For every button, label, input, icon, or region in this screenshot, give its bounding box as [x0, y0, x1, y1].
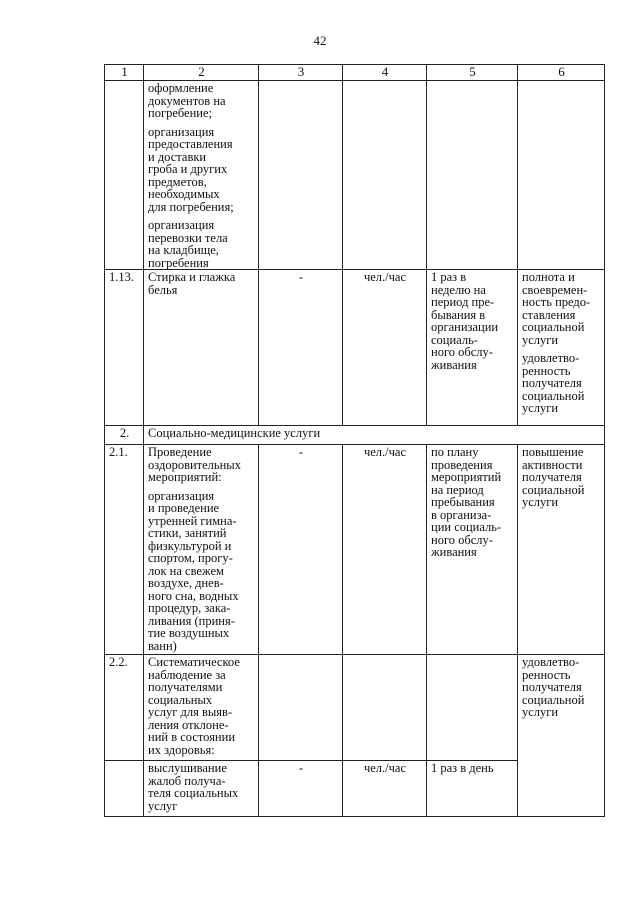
page-number: 42	[313, 33, 327, 48]
cell-unit: чел./час	[343, 445, 427, 655]
column-header: 3	[259, 65, 343, 81]
column-header: 1	[105, 65, 144, 81]
column-header: 2	[144, 65, 259, 81]
column-header: 6	[518, 65, 605, 81]
cell-unit: чел./час	[343, 761, 427, 817]
cell-service: Систематическое наблюдение за получателями социальных услуг для выяв- ления отклоне- ний в состоянии их здоровья:	[144, 655, 259, 761]
cell-unit: чел./час	[343, 270, 427, 426]
cell-service: Проведение оздоровительных мероприятий: организация и проведение утренней гимна- стики, занятий физкультурой и спортом, прогу- лок на свежем воздухе, днев- ного сна, водных процедур, зака- ливания (приня- тие воздушных ванн)	[144, 445, 259, 655]
cell-number	[105, 81, 144, 270]
table-row	[105, 270, 605, 426]
section-row	[105, 426, 605, 445]
table-header-row	[105, 65, 605, 81]
cell-frequency: 1 раз в неделю на период пре- бывания в организации социаль- ного обслу- живания	[427, 270, 518, 426]
cell-number: 2.2.	[105, 655, 144, 761]
table-row	[105, 655, 605, 761]
cell-col3: -	[259, 270, 343, 426]
service-item: организация перевозки тела на кладбище, погребения	[148, 218, 228, 270]
cell-col3: -	[259, 761, 343, 817]
service-item: оформление документов на погребение;	[148, 81, 226, 120]
cell-service: выслушивание жалоб получа- теля социальных услуг	[144, 761, 259, 817]
cell-number: 1.13.	[105, 270, 144, 426]
column-header: 5	[427, 65, 518, 81]
column-header: 4	[343, 65, 427, 81]
cell-number: 2.1.	[105, 445, 144, 655]
cell-number: 2.	[105, 426, 144, 445]
cell-quality: повышение активности получателя социальной услуги	[518, 445, 605, 655]
table-row	[105, 445, 605, 655]
cell-frequency: по плану проведения мероприятий на период пребывания в организа- ции социаль- ного обслу- живания	[427, 445, 518, 655]
cell-col3: -	[259, 445, 343, 655]
table-row	[105, 81, 605, 270]
cell-service: Стирка и глажка белья	[144, 270, 259, 426]
cell-frequency: 1 раз в день	[427, 761, 518, 817]
cell-service	[144, 81, 259, 270]
services-table	[104, 64, 605, 817]
cell-quality: удовлетво- ренность получателя социальной услуги	[518, 655, 605, 817]
section-title: Социально-медицинские услуги	[144, 426, 605, 445]
cell-quality: полнота и своевремен- ность предо- ставления социальной услуги удовлетво- ренность получателя социальной услуги	[518, 270, 605, 426]
service-item: организация предоставления и доставки гроба и других предметов, необходимых для погребения;	[148, 124, 234, 214]
